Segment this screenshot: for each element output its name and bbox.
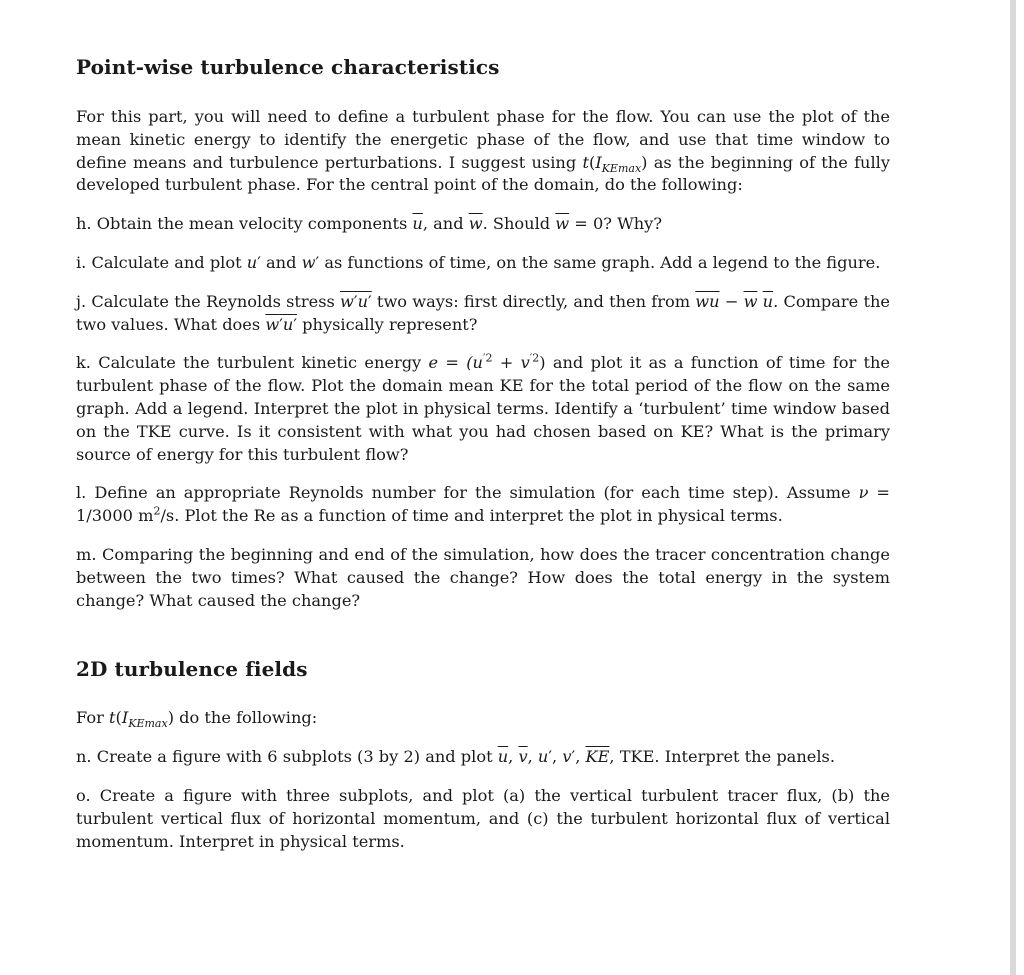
item-k: k. Calculate the turbulent kinetic energy $e = (u^{'2} + v^{'2})$ and plot it as a function of time for the turbulent phase of the flow. Plot the domain mean KE for the total period of the flow on the same graph. Add a legend. Interpret the plot in physical terms. Identify a ‘turbulent’ time window based on the TKE curve. Is it consistent with what you had chosen based on KE? What is the primary source of energy for this turbulent flow? — [76, 351, 891, 464]
item-l: l. Define an appropriate Reynolds number for the simulation (for each time step). Assume ν = 1/3000 $m^2/s$. Plot the Re as a function of time and interpret the plot in physical terms. — [76, 483, 890, 526]
intro-paragraph: For this part, you will need to define a turbulent phase for the flow. You can use the plot of the mean kinetic energy to identify the energetic phase of the flow, and use that time window to define means and turbulence perturbations. I suggest using $t(I_{KEmax})$ as the beginning of the fully developed turbulent phase. For the central point of the domain, do the following: — [76, 107, 890, 195]
item-m: m. Comparing the beginning and end of the simulation, how does the tracer concentration change between the two times? What caused the change? How does the total energy in the system change? What caused the change? — [76, 544, 890, 610]
item-j: j. Calculate the Reynolds stress w′u′ two ways: first directly, and then from wu − $\overline{w}$ $\overline{u}$. Compare the two values. What does w′u′ physically represent? — [76, 291, 890, 334]
item-h: h. Obtain the mean velocity components $\overline{u}$, and $\overline{w}$. Should $\overline{w} = 0$? Why? — [76, 214, 662, 234]
section-title-pointwise: Point-wise turbulence characteristics — [76, 55, 500, 79]
for-kemax-line: For $t(I_{KEmax})$ do the following: — [76, 708, 318, 731]
section-title-2d-fields: 2D turbulence fields — [76, 657, 308, 682]
scrollbar[interactable] — [1010, 0, 1016, 975]
item-n: n. Create a figure with 6 subplots (3 by 2) and plot $\overline{u}$, $\overline{v}$, u′, v′, $\overline{KE}$, TKE. Interpret the panels. — [76, 747, 835, 767]
item-i: i. Calculate and plot u′ and w′ as functions of time, on the same graph. Add a legend to the figure. — [76, 252, 881, 272]
item-o: o. Create a figure with three subplots, and plot (a) the vertical turbulent tracer flux, (b) the turbulent vertical flux of horizontal momentum, and (c) the turbulent horizontal flux of vertical momentum. Interpret in physical terms. — [76, 785, 890, 851]
document-content — [76, 54, 890, 869]
